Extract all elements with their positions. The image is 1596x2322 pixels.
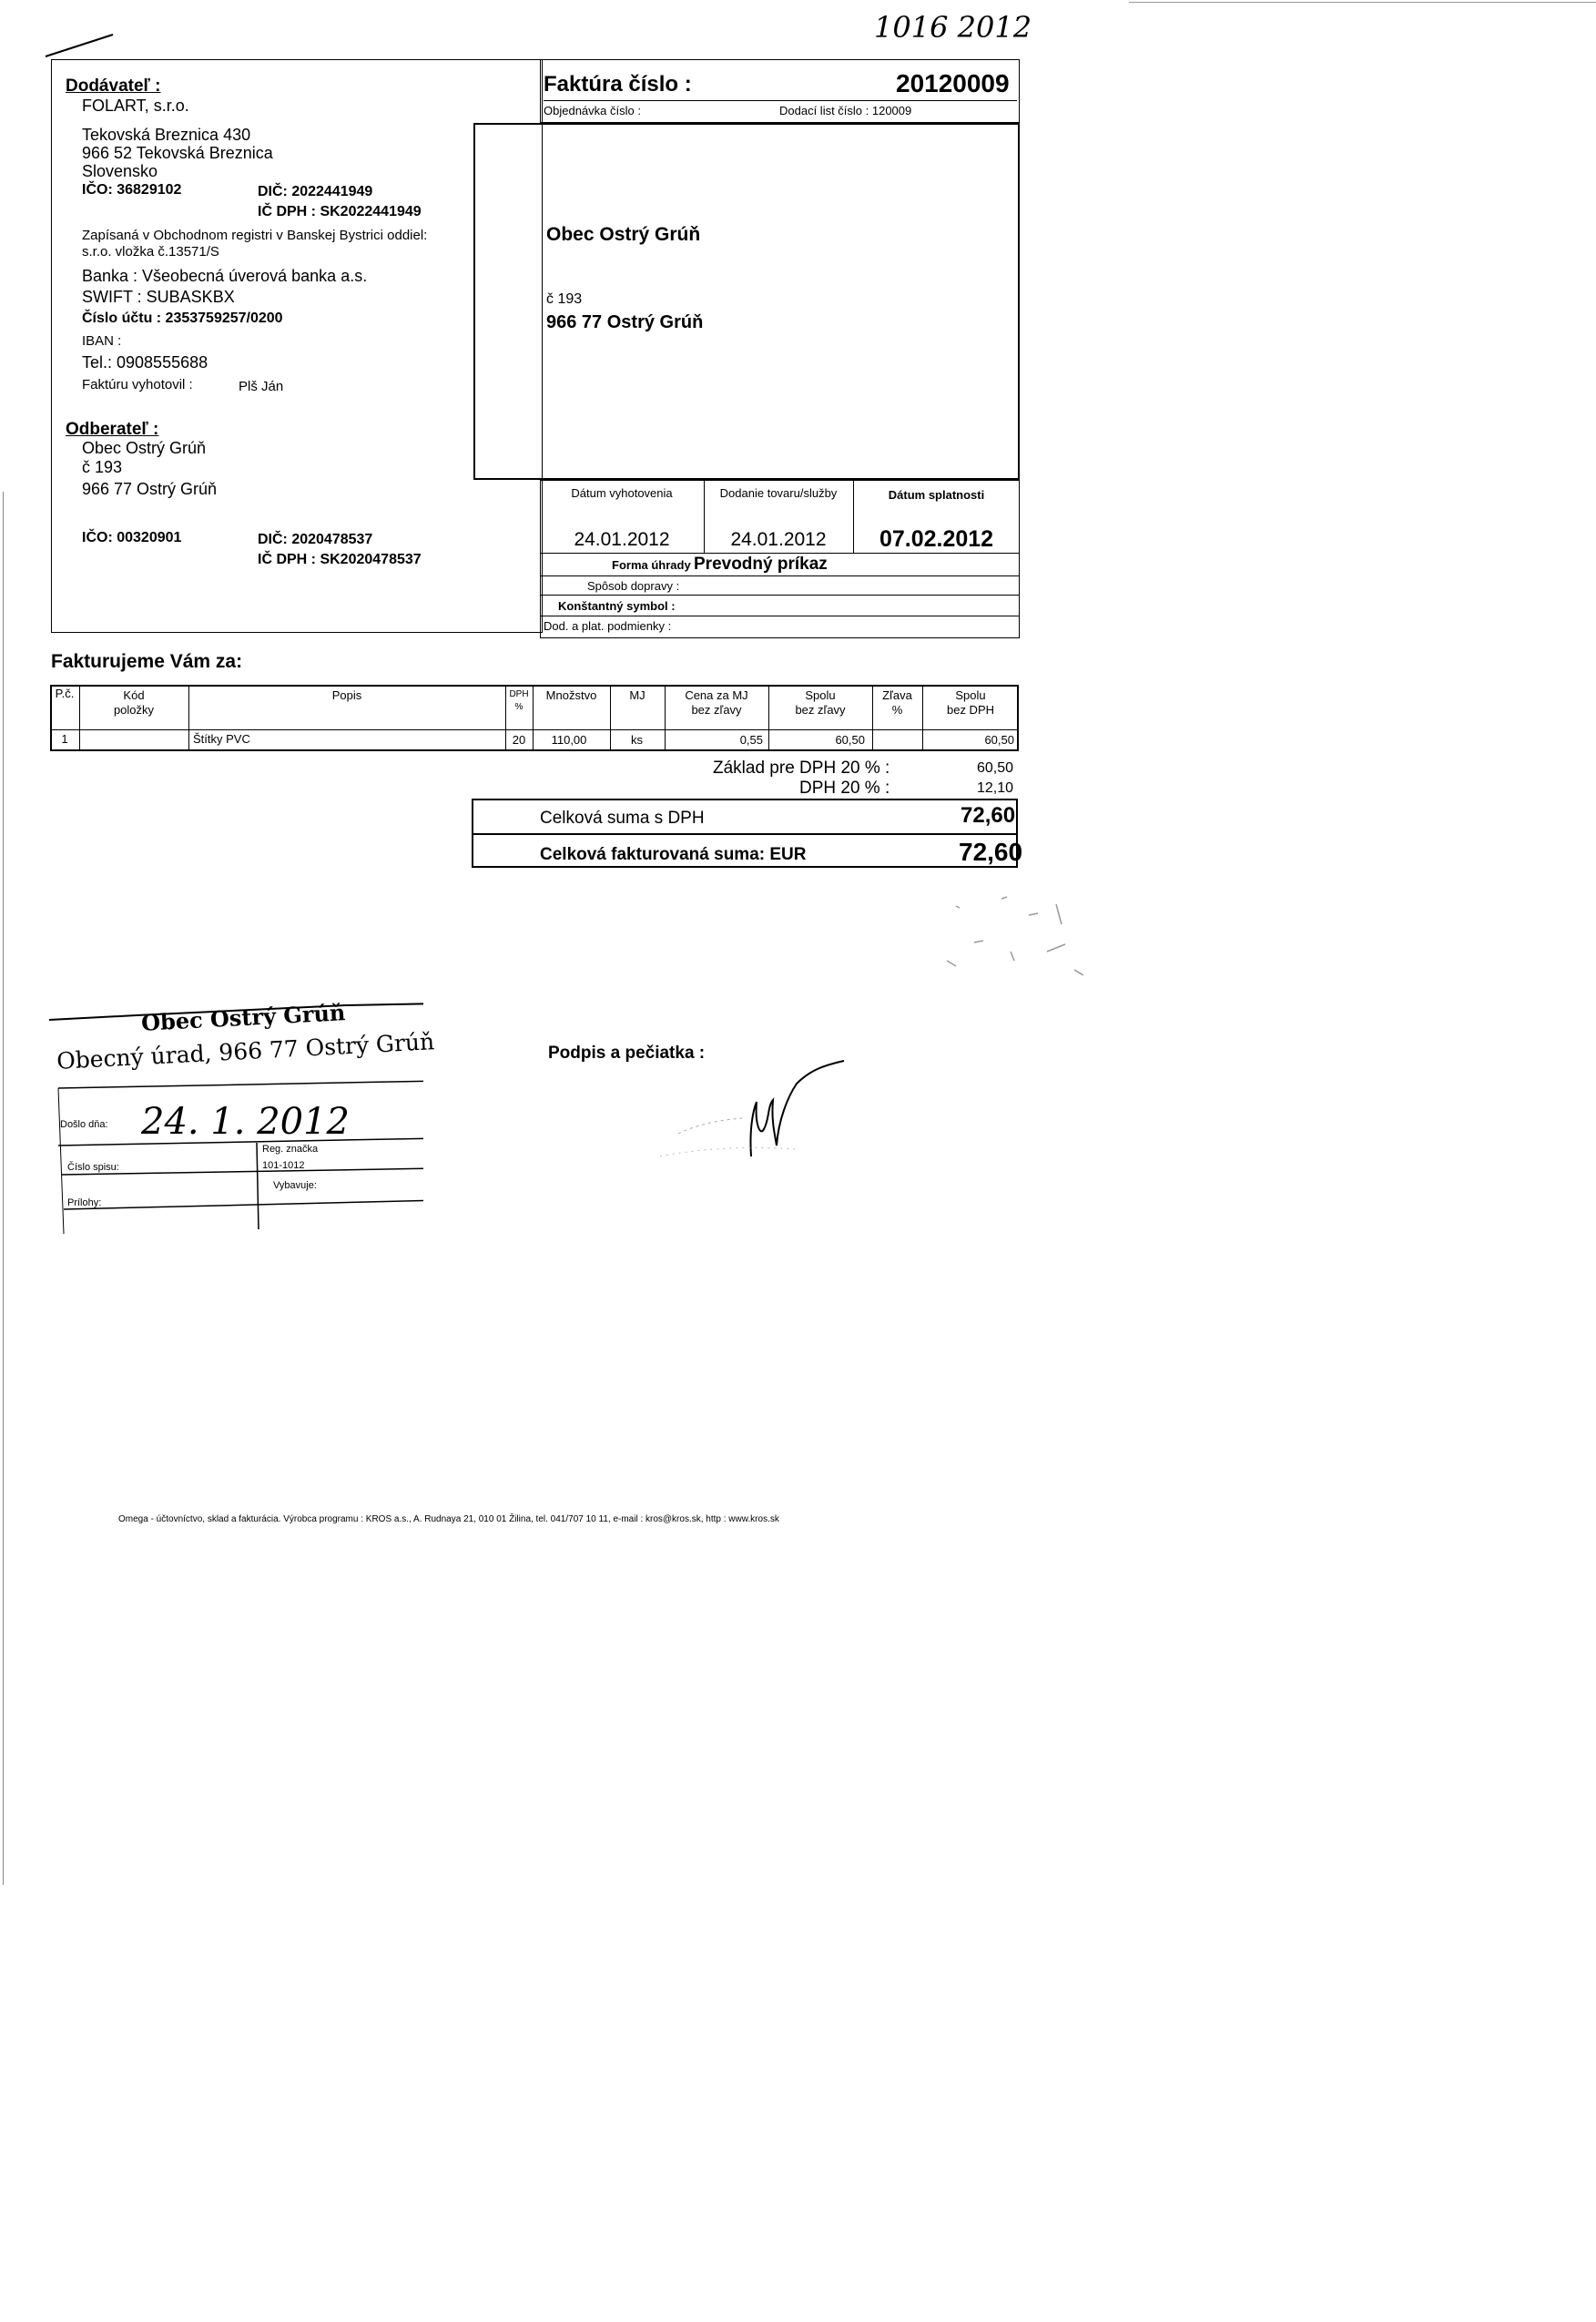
row-spolu-bez-dph: 60,50 xyxy=(984,733,1014,747)
customer-heading: Odberateľ : xyxy=(66,420,159,439)
issued-by-name: Plš Ján xyxy=(239,379,284,394)
stamp-title: Obec Ostrý Grúň xyxy=(140,999,347,1036)
th-mnozstvo: Množstvo xyxy=(545,688,597,702)
invoice-number: 20120009 xyxy=(896,69,1010,97)
row-dph: 20 xyxy=(512,733,526,747)
th-kod: Kód xyxy=(123,688,145,702)
signature-label: Podpis a pečiatka : xyxy=(548,1044,706,1063)
due-date: 07.02.2012 xyxy=(879,526,994,552)
th-dph: % xyxy=(514,702,524,712)
vat-label: DPH 20 % : xyxy=(799,779,890,798)
th-spolu-bez-dph: bez DPH xyxy=(946,703,995,717)
supplier-iban: IBAN : xyxy=(82,333,122,349)
footer-text: Omega - účtovníctvo, sklad a fakturácia. Výrobca programu : KROS a.s., A. Rudnaya 21, 010 01 Žilina, tel. 041/707 10 11, e-mail : kros@kros.sk, http : www.kros.sk xyxy=(118,1514,779,1524)
recipient-city: 966 77 Ostrý Grúň xyxy=(546,312,704,332)
stamp-handled-label: Vybavuje: xyxy=(273,1180,317,1191)
constant-symbol-label: Konštantný symbol : xyxy=(558,599,676,613)
items-heading: Fakturujeme Vám za: xyxy=(51,651,243,672)
supplier-swift: SWIFT : SUBASKBX xyxy=(82,288,235,306)
totals-divider xyxy=(472,833,1018,835)
supplier-address-line: Tekovská Breznica 430 xyxy=(82,126,251,144)
supplier-account: Číslo účtu : 2353759257/0200 xyxy=(82,311,283,326)
invoice-label-underline xyxy=(544,100,1017,101)
th-popis: Popis xyxy=(331,688,362,702)
due-date-label: Dátum splatnosti xyxy=(888,488,985,502)
scan-left-edge xyxy=(3,492,4,1885)
th-zlava: Zľava xyxy=(882,688,912,702)
terms-label: Dod. a plat. podmienky : xyxy=(544,619,672,633)
total-with-vat-label: Celková suma s DPH xyxy=(540,809,705,828)
supplier-address-line: 966 52 Tekovská Breznica xyxy=(82,144,273,162)
vat-base-value: 60,50 xyxy=(977,760,1014,776)
issue-date-label: Dátum vyhotovenia xyxy=(571,486,673,500)
vat-value: 12,10 xyxy=(977,780,1014,796)
th-cena: bez zľavy xyxy=(691,703,742,717)
th-spolu-bez-zlavy: Spolu xyxy=(805,688,836,702)
order-number-label: Objednávka číslo : xyxy=(544,104,641,117)
transport-label: Spôsob dopravy : xyxy=(587,579,680,593)
delivery-note: Dodací list číslo : 120009 xyxy=(779,104,912,117)
customer-dic: DIČ: 2020478537 xyxy=(258,532,373,547)
th-kod: položky xyxy=(113,703,155,717)
customer-line: 966 77 Ostrý Grúň xyxy=(82,480,218,498)
th-spolu-bez-zlavy: bez zľavy xyxy=(795,703,846,717)
supply-date: 24.01.2012 xyxy=(730,529,827,550)
customer-ic-dph: IČ DPH : SK2020478537 xyxy=(258,552,422,567)
issue-date: 24.01.2012 xyxy=(574,529,670,550)
supplier-name: FOLART, s.r.o. xyxy=(82,97,189,115)
row-pc: 1 xyxy=(61,732,68,746)
th-pc: P.č. xyxy=(55,687,75,700)
payment-form: Prevodný príkaz xyxy=(694,555,828,574)
invoice-label: Faktúra číslo : xyxy=(544,72,692,97)
supplier-bank: Banka : Všeobecná úverová banka a.s. xyxy=(82,267,368,285)
items-header-divider xyxy=(50,729,1019,730)
supplier-dic: DIČ: 2022441949 xyxy=(258,184,373,199)
customer-line: Obec Ostrý Grúň xyxy=(82,439,207,457)
faint-stamp-marks xyxy=(920,888,1102,988)
th-zlava: % xyxy=(891,703,903,717)
vat-base-label: Základ pre DPH 20 % : xyxy=(713,759,890,778)
stamp-reg-label: Reg. značka xyxy=(262,1144,319,1155)
stamp-number-label: Číslo spisu: xyxy=(67,1162,119,1173)
issued-by-label: Faktúru vyhotovil : xyxy=(82,377,193,392)
customer-ico: IČO: 00320901 xyxy=(82,530,182,545)
row-cena: 0,55 xyxy=(739,733,763,747)
stamp-date: 24. 1. 2012 xyxy=(141,1101,351,1143)
th-dph: DPH xyxy=(509,689,529,699)
supply-date-label: Dodanie tovaru/služby xyxy=(719,486,838,500)
supplier-register-line: s.r.o. vložka č.13571/S xyxy=(82,244,219,260)
recipient-name: Obec Ostrý Grúň xyxy=(546,224,701,245)
grand-total-label: Celková fakturovaná suma: EUR xyxy=(540,845,807,864)
recipient-street: č 193 xyxy=(546,291,583,307)
row-popis: Štítky PVC xyxy=(193,732,250,746)
row-mnozstvo: 110,00 xyxy=(551,733,587,747)
stamp-attachments-label: Prílohy: xyxy=(67,1197,102,1208)
dates-row-line xyxy=(540,575,1020,576)
customer-line: č 193 xyxy=(82,458,123,476)
supplier-register-line: Zapísaná v Obchodnom registri v Banskej Bystrici oddiel: xyxy=(82,228,428,243)
th-cena: Cena za MJ xyxy=(685,688,748,702)
dates-row-line xyxy=(540,595,1020,596)
scan-top-edge xyxy=(1129,2,1596,3)
payment-form-label: Forma úhrady : xyxy=(612,558,698,572)
row-mj: ks xyxy=(631,733,643,747)
supplier-ic-dph: IČ DPH : SK2022441949 xyxy=(258,204,422,219)
grand-total: 72,60 xyxy=(959,838,1023,866)
stamp-date-label: Došlo dňa: xyxy=(60,1119,108,1130)
total-with-vat: 72,60 xyxy=(961,803,1016,828)
th-mj: MJ xyxy=(629,688,646,702)
corner-check-mark xyxy=(44,27,117,64)
stamp-reg-value: 101-1012 xyxy=(262,1160,305,1171)
th-spolu-bez-dph: Spolu xyxy=(955,688,986,702)
dates-row-line xyxy=(540,553,1020,554)
supplier-heading: Dodávateľ : xyxy=(66,76,161,96)
supplier-phone: Tel.: 0908555688 xyxy=(82,353,208,372)
stamp-office: Obecný úrad, 966 77 Ostrý Grúň xyxy=(56,1028,435,1074)
row-spolu-bez-zlavy: 60,50 xyxy=(835,733,865,747)
signature xyxy=(642,1047,851,1175)
supplier-ico: IČO: 36829102 xyxy=(82,182,182,198)
handwritten-reg-number: 1016 2012 xyxy=(874,10,1032,45)
supplier-address-line: Slovensko xyxy=(82,162,158,180)
